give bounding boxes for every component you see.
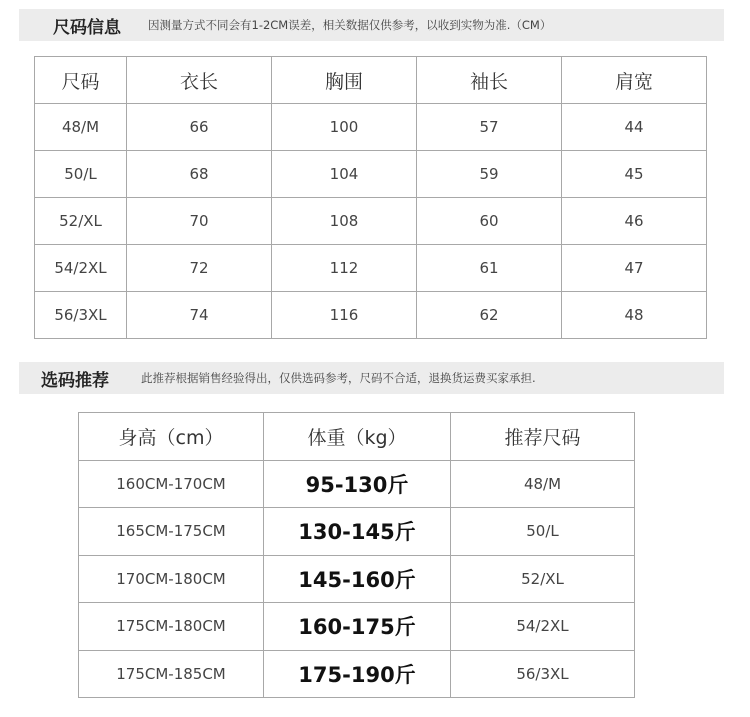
- weight-cell: 160-175斤: [264, 603, 451, 651]
- table-row: [35, 104, 707, 151]
- chest-cell: 104: [272, 151, 417, 198]
- size-cell: 50/L: [35, 151, 127, 198]
- length-cell: 68: [127, 151, 272, 198]
- size-info-title: 尺码信息: [53, 18, 121, 38]
- height-cell: 165CM-175CM: [79, 508, 264, 556]
- sleeve-cell: 57: [417, 104, 562, 151]
- sleeve-cell: 62: [417, 292, 562, 339]
- table-row: [79, 603, 635, 651]
- weight-cell: 145-160斤: [264, 555, 451, 603]
- recommend-note: 此推荐根据销售经验得出，仅供选码参考，尺码不合适，退换货运费买家承担.: [141, 371, 536, 385]
- recommended-size-cell: 54/2XL: [451, 603, 635, 651]
- size-table-header-cell: 肩宽: [562, 57, 707, 104]
- sleeve-cell: 61: [417, 245, 562, 292]
- size-table-header-row: [35, 57, 707, 104]
- table-row: [35, 292, 707, 339]
- recommended-size-cell: 52/XL: [451, 555, 635, 603]
- height-cell: 175CM-185CM: [79, 650, 264, 698]
- table-row: [79, 650, 635, 698]
- sleeve-cell: 59: [417, 151, 562, 198]
- size-cell: 56/3XL: [35, 292, 127, 339]
- table-row: [35, 198, 707, 245]
- size-table-header-cell: 袖长: [417, 57, 562, 104]
- shoulder-cell: 48: [562, 292, 707, 339]
- shoulder-cell: 46: [562, 198, 707, 245]
- size-info-header: [19, 9, 724, 41]
- weight-cell: 95-130斤: [264, 460, 451, 508]
- size-info-note: 因测量方式不同会有1-2CM误差，相关数据仅供参考，以收到实物为准.（CM）: [148, 18, 552, 32]
- size-table-header-cell: 胸围: [272, 57, 417, 104]
- table-row: [35, 245, 707, 292]
- chest-cell: 112: [272, 245, 417, 292]
- recommend-table-header-row: [79, 413, 635, 461]
- recommend-table-header-cell: 身高（cm）: [79, 413, 264, 461]
- height-cell: 160CM-170CM: [79, 460, 264, 508]
- length-cell: 74: [127, 292, 272, 339]
- weight-cell: 130-145斤: [264, 508, 451, 556]
- chest-cell: 100: [272, 104, 417, 151]
- length-cell: 70: [127, 198, 272, 245]
- recommended-size-cell: 50/L: [451, 508, 635, 556]
- recommended-size-cell: 48/M: [451, 460, 635, 508]
- size-table: [34, 56, 707, 339]
- table-row: [35, 151, 707, 198]
- recommend-table: [78, 412, 635, 698]
- size-table-header-cell: 尺码: [35, 57, 127, 104]
- chest-cell: 108: [272, 198, 417, 245]
- recommend-header: [19, 362, 724, 394]
- recommend-title: 选码推荐: [41, 371, 109, 391]
- height-cell: 175CM-180CM: [79, 603, 264, 651]
- size-cell: 52/XL: [35, 198, 127, 245]
- weight-cell: 175-190斤: [264, 650, 451, 698]
- shoulder-cell: 47: [562, 245, 707, 292]
- table-row: [79, 508, 635, 556]
- table-row: [79, 460, 635, 508]
- recommend-table-header-cell: 体重（kg）: [264, 413, 451, 461]
- shoulder-cell: 45: [562, 151, 707, 198]
- recommended-size-cell: 56/3XL: [451, 650, 635, 698]
- height-cell: 170CM-180CM: [79, 555, 264, 603]
- length-cell: 66: [127, 104, 272, 151]
- size-table-header-cell: 衣长: [127, 57, 272, 104]
- chest-cell: 116: [272, 292, 417, 339]
- size-cell: 54/2XL: [35, 245, 127, 292]
- table-row: [79, 555, 635, 603]
- recommend-table-header-cell: 推荐尺码: [451, 413, 635, 461]
- sleeve-cell: 60: [417, 198, 562, 245]
- length-cell: 72: [127, 245, 272, 292]
- size-cell: 48/M: [35, 104, 127, 151]
- shoulder-cell: 44: [562, 104, 707, 151]
